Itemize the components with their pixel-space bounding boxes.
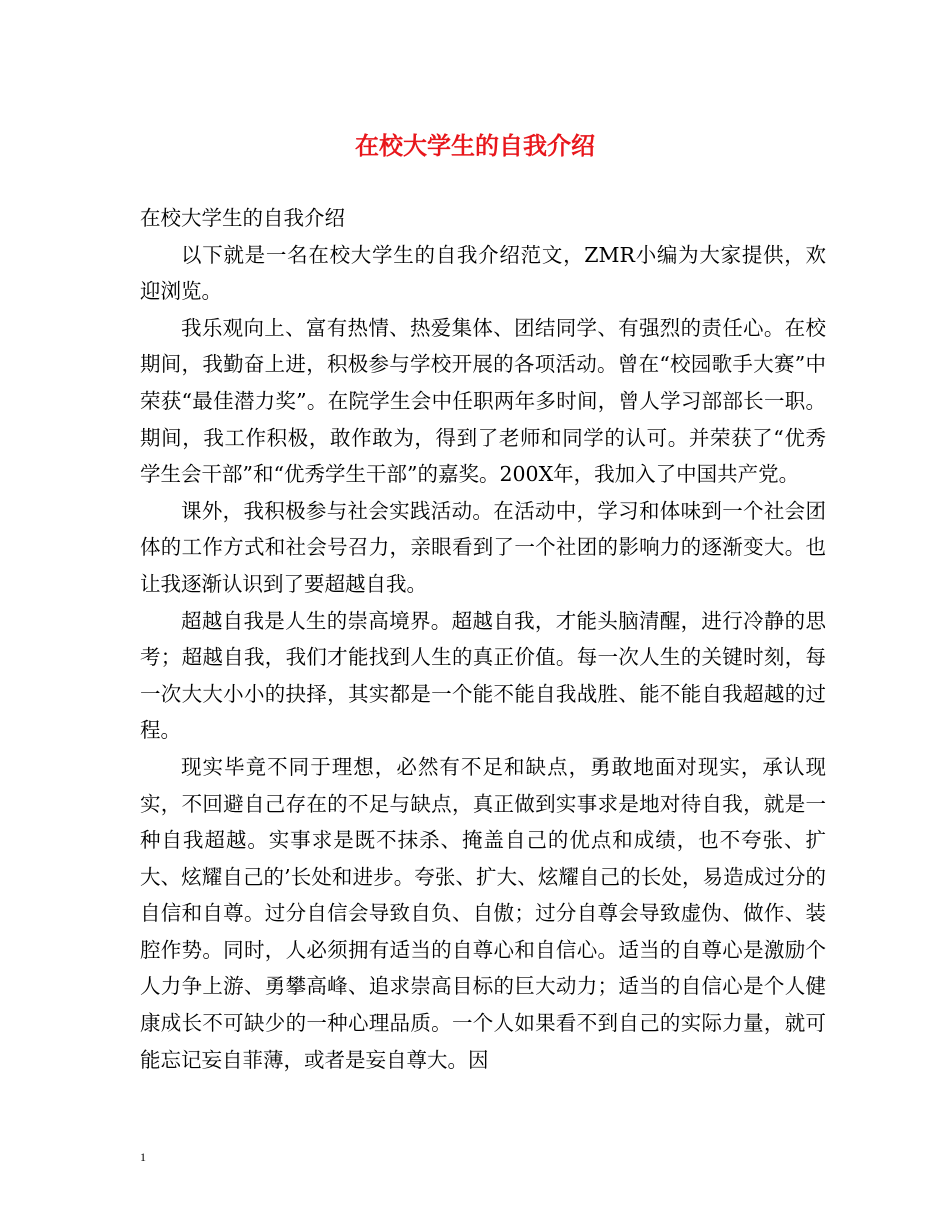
document-title: 在校大学生的自我介绍 [355,132,595,160]
document-body [140,200,826,1078]
body-heading-line: 在校大学生的自我介绍 [140,206,345,230]
page-number: 1 [140,1150,146,1164]
paragraph-self-transcendence: 超越自我是人生的崇高境界。超越自我，才能头脑清醒，进行冷静的思考；超越自我，我们才能找到人生的真正价值。每一次人生的关键时刻，每一次大大小小的抉择，其实都是一个能不能自我战胜、能不能自我超越的过程。 [140,608,826,743]
paragraph-intro: 以下就是一名在校大学生的自我介绍范文，ZMR小编为大家提供，欢迎浏览。 [140,242,826,304]
paragraph-personality: 我乐观向上、富有热情、热爱集体、团结同学、有强烈的责任心。在校期间，我勤奋上进，积极参与学校开展的各项活动。曾在“校园歌手大赛”中荣获“最佳潜力奖”。在院学生会中任职两年多时间，曾人学习部部长一职。期间，我工作积极，敢作敢为，得到了老师和同学的认可。并荣获了“优秀学生会干部”和“优秀学生干部”的嘉奖。200X年，我加入了中国共产党。 [140,315,826,487]
paragraph-reality: 现实毕竟不同于理想，必然有不足和缺点，勇敢地面对现实，承认现实，不回避自己存在的不足与缺点，真正做到实事求是地对待自我，就是一种自我超越。实事求是既不抹杀、掩盖自己的优点和成绩，也不夸张、扩大、炫耀自己的’长处和进步。夸张、扩大、炫耀自己的长处，易造成过分的自信和自尊。过分自信会导致自负、自傲；过分自尊会导致虚伪、做作、装腔作势。同时，人必须拥有适当的自尊心和自信心。适当的自尊心是激励个人力争上游、勇攀高峰、追求崇高目标的巨大动力；适当的自信心是个人健康成长不可缺少的一种心理品质。一个人如果看不到自己的实际力量，就可能忘记妄自菲薄，或者是妄自尊大。因 [140,754,826,1072]
paragraph-activities: 课外，我积极参与社会实践活动。在活动中，学习和体味到一个社会团体的工作方式和社会号召力，亲眼看到了一个社团的影响力的逐渐变大。也让我逐渐认识到了要超越自我。 [140,498,826,596]
